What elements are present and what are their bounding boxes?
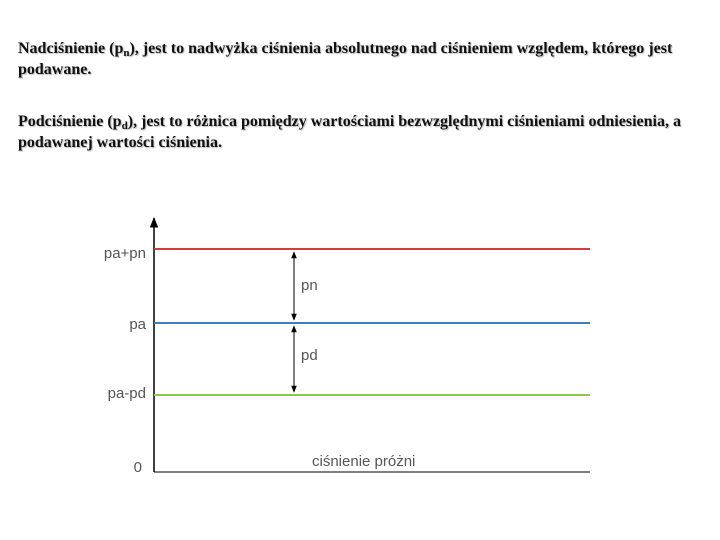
zero-label: 0 — [133, 459, 142, 476]
p1-text-end: ), jest to nadwyżka ciśnienia absolutnego nad ciśnieniem względem, którego jest podawane. — [18, 40, 673, 78]
p2-subscript: d — [121, 120, 128, 132]
p2-text-end: ), jest to różnica pomiędzy wartościami bezwzględnymi ciśnieniami odniesienia, a podawanej wartości ciśnienia. — [18, 113, 681, 151]
p2-text-start: Podciśnienie (p — [18, 113, 122, 130]
overpressure-arrow-label: pn — [301, 277, 318, 294]
p1-subscript: n — [123, 47, 130, 59]
vacuum-label: ciśnienie próżni — [312, 453, 416, 470]
p1-text-start: Nadciśnienie (p — [18, 40, 124, 57]
underpressure-arrow-label: pd — [301, 347, 318, 364]
top-level-label: pa+pn — [103, 245, 146, 262]
middle-level-label: pa — [129, 316, 146, 333]
bottom-level-label: pa-pd — [107, 385, 146, 402]
